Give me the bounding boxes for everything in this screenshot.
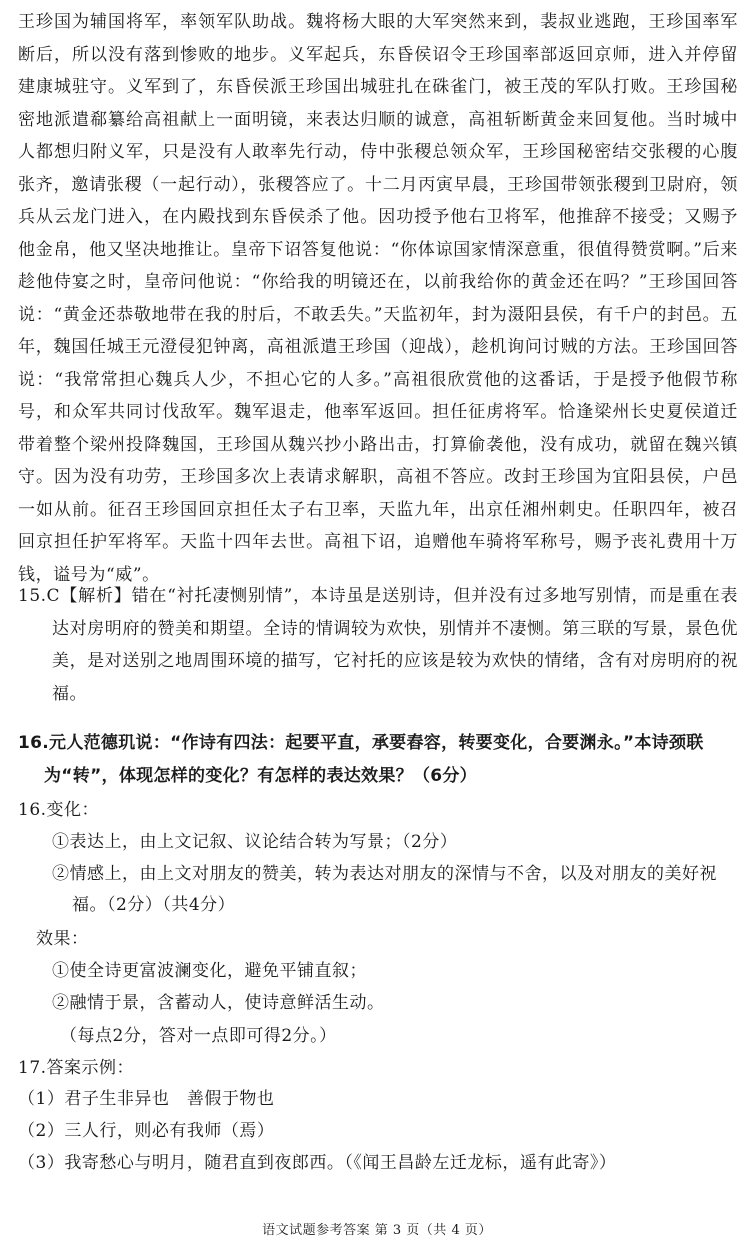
- q16-effect-2: ②融情于景，含蓄动人，使诗意鲜活生动。: [52, 993, 385, 1013]
- q16-change-2: ②情感上，由上文对朋友的赞美，转为表达对朋友的深情与不舍，以及对朋友的美好祝福。（2分）（共4分）: [52, 864, 717, 915]
- q16-effect-label: 效果：: [36, 929, 89, 949]
- q17-label: 17.答案示例：: [18, 1058, 135, 1078]
- q16-scoring-note: （每点2分，答对一点即可得2分。）: [60, 1026, 337, 1046]
- page-footer: 语文试题参考答案 第 3 页（共 4 页）: [262, 1223, 492, 1238]
- q17-answer-3: （3）我寄愁心与明月，随君直到夜郎西。（《闻王昌龄左迁龙标，遥有此寄》）: [18, 1153, 617, 1173]
- q16-effect-1: ①使全诗更富波澜变化，避免平铺直叙；: [52, 961, 367, 981]
- q17-answer-2: （2）三人行，则必有我师（焉）: [18, 1121, 275, 1141]
- q16-change-1: ①表达上，由上文记叙、议论结合转为写景；（2分）: [52, 832, 458, 852]
- q15-answer: 15.C【解析】错在“衬托凄恻别情”，本诗虽是送别诗，但并没有过多地写别情，而是重在表达对房明府的赞美和期望。全诗的情调较为欢快，别情并不凄恻。第三联的写景，景色优美，是对送别之地周围环境的描写，它衬托的应该是较为欢快的情绪，含有对房明府的祝福。: [18, 586, 738, 704]
- q16-label: 16.变化：: [18, 800, 100, 820]
- translation-paragraph: 王珍国为辅国将军，率领军队助战。魏将杨大眼的大军突然来到，裴叔业逃跑，王珍国率军断后，所以没有落到惨败的地步。义军起兵，东昏侯诏令王珍国率部返回京师，进入并停留建康城驻守。义军到了，东昏侯派王珍国出城驻扎在硃雀门，被王茂的军队打败。王珍国秘密地派遣郗纂给高祖献上一面明镜，来表达归顺的诚意，高祖斩断黄金来回复他。当时城中人都想归附义军，只是没有人敢率先行动，侍中张稷总领众军，王珍国秘密结交张稷的心腹张齐，邀请张稷（一起行动），张稷答应了。十二月丙寅早晨，王珍国带领张稷到卫尉府，领兵从云龙门进入，在内殿找到东昏侯杀了他。因功授予他右卫将军，他推辞不接受；又赐予他金帛，他又坚决地推让。皇帝下诏答复他说：“你体谅国家情深意重，很值得赞赏啊。”后来趁他侍宴之时，皇帝问他说：“你给我的明镜还在，以前我给你的黄金还在吗？”王珍国回答说：“黄金还恭敬地带在我的肘后，不敢丢失。”天监初年，封为滠阳县侯，有千户的封邑。五年，魏国任城王元澄侵犯钟离，高祖派遣王珍国（迎战），趁机询问讨贼的方法。王珍国回答说：“我常常担心魏兵人少，不担心它的人多。”高祖很欣赏他的这番话，于是授予他假节称号，和众军共同讨伐敌军。魏军退走，他率军返回。担任征虏将军。恰逢梁州长史夏侯道迁带着整个梁州投降魏国，王珍国从魏兴抄小路出击，打算偷袭他，没有成功，就留在魏兴镇守。因为没有功劳，王珍国多次上表请求解职，高祖不答应。改封王珍国为宜阳县侯，户邑一如从前。征召王珍国回京担任太子右卫率，天监九年，出京任湘州刺史。任职四年，被召回京担任护军将军。天监十四年去世。高祖下诏，追赠他车骑将军称号，赐予丧礼费用十万钱，谥号为“威”。: [18, 12, 738, 585]
- q16-question: 16.元人范德玑说：“作诗有四法：起要平直，承要舂容，转要变化，合要渊永。”本诗颈联为“转”，体现怎样的变化？有怎样的表达效果？（6分）: [18, 733, 704, 786]
- q17-answer-1: （1）君子生非异也 善假于物也: [18, 1089, 275, 1109]
